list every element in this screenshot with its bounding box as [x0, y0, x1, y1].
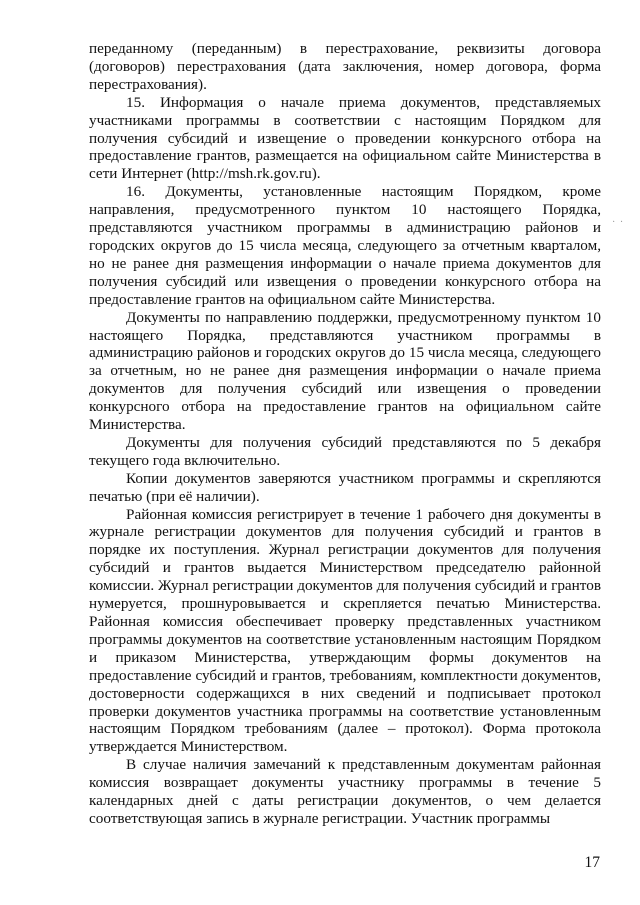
page-number: 17	[584, 854, 600, 871]
paragraph-district-commission: Районная комиссия регистрирует в течение 1 рабочего дня документы в журнале регистрации документов для получения субсидий и грантов в порядке их поступления. Журнал регистрации документов для получения субсидий и грантов выдается Министерством председателю районной комиссии. Журнал регистрации документов для получения субсидий и грантов нумеруется, прошнуровывается и скрепляется печатью Министерства. Районная комиссия обеспечивает проверку представленных участником программы документов на соответствие установленным настоящим Порядком и приказом Министерства, утверждающим формы документов на предоставление субсидий и грантов, требованиям, комплектности документов, достоверности содержащихся в них сведений и подписывает протокол проверки документов участника программы на соответствие установленным настоящим Порядком требованиям (далее – протокол). Форма протокола утверждается Министерством.	[89, 505, 601, 756]
paragraph-16-documents: 16. Документы, установленные настоящим Порядком, кроме направления, предусмотренного пунктом 10 настоящего Порядка, представляются участником программы в администрацию районов и городских округов до 15 числа месяца, следующего за отчетным кварталом, но не ранее дня размещения информации о начале приема документов для получения субсидий или извещения о проведении конкурсного отбора на предоставление грантов на официальном сайте Министерства.	[89, 183, 601, 308]
paragraph-deadline: Документы для получения субсидий представляются по 5 декабря текущего года включительно.	[89, 433, 601, 469]
scan-artifact: · ·	[612, 217, 625, 228]
paragraph-remarks: В случае наличия замечаний к представленным документам районная комиссия возвращает документы участнику программы в течение 5 календарных дней с даты регистрации документов, о чем делается соответствующая запись в журнале регистрации. Участник программы	[89, 756, 601, 827]
paragraph-copies: Копии документов заверяются участником программы и скрепляются печатью (при её наличии).	[89, 469, 601, 505]
paragraph-documents-direction: Документы по направлению поддержки, предусмотренному пунктом 10 настоящего Порядка, представляются участником программы в администрацию районов и городских округов до 15 числа месяца, следующего за отчетным, но не ранее дня размещения информации о начале приема документов для получения субсидий или извещения о проведении конкурсного отбора на предоставление грантов на официальном сайте Министерства.	[89, 308, 601, 434]
paragraph-reinsurance-details: переданному (переданным) в перестрахование, реквизиты договора (договоров) перестрахования (дата заключения, номер договора, форма перестрахования).	[89, 40, 601, 93]
paragraph-15-information: 15. Информация о начале приема документов, представляемых участниками программы в соответствии с настоящим Порядком для получения субсидий и извещение о проведении конкурсного отбора на предоставление грантов, размещается на официальном сайте Министерства в сети Интернет (http://msh.rk.gov.ru).	[89, 93, 601, 183]
document-body	[89, 40, 601, 828]
